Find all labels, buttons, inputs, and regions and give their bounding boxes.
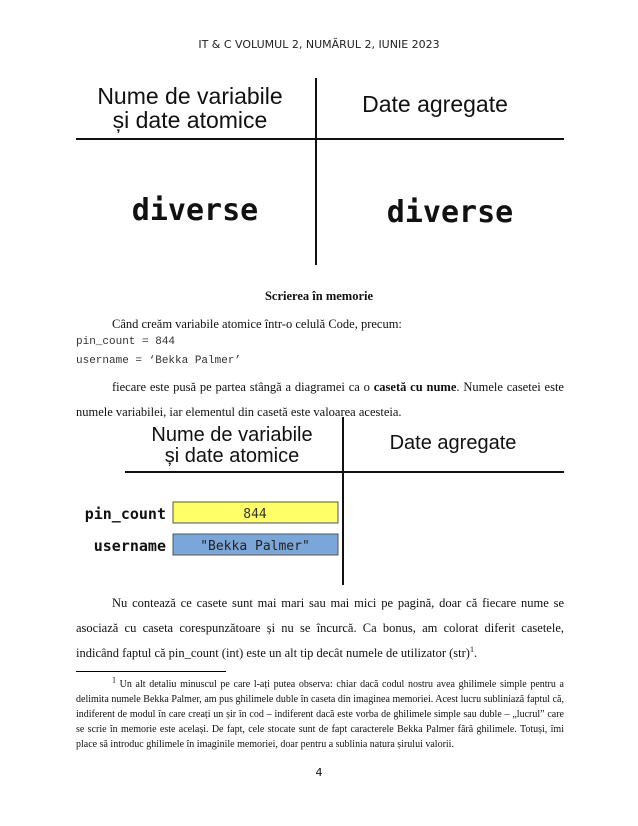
figure2-right-heading: Date agregate <box>389 432 517 454</box>
para2-before: fiecare este pusă pe partea stângă a diagramei ca o <box>112 380 374 394</box>
figure-memory-empty <box>70 70 570 270</box>
var1-value: 844 <box>243 507 267 522</box>
footnote-divider <box>76 671 226 672</box>
code-line-1: pin_count = 844 <box>76 336 176 348</box>
figure2-left-heading-line2: și date atomice <box>164 445 300 467</box>
figure1-left-heading-line1: Nume de variabile <box>97 83 283 109</box>
figure1-left-cell: diverse <box>131 193 259 228</box>
figure-caption: Scrierea în memorie <box>264 289 374 303</box>
figure2-left-heading-line1: Nume de variabile <box>151 424 313 446</box>
figure1-left-heading-line2: și date atomice <box>112 107 268 133</box>
paragraph-boxes <box>76 591 564 666</box>
var2-value: "Bekka Palmer" <box>200 539 310 554</box>
intro-text: Când creăm variabile atomice într-o celulă Code, precum: <box>112 317 402 331</box>
page-number: 4 <box>315 766 323 779</box>
code-line-2: username = ‘Bekka Palmer’ <box>76 355 242 367</box>
var2-name: username <box>93 537 166 555</box>
footnote-marker: 1 <box>112 675 116 685</box>
para3-text: Nu contează ce casete sunt mai mari sau mai mici pe pagină, doar că fiecare nume se asociază cu caseta corespunzătoare și nu se încurcă. Ca bonus, am colorat diferit casetele, indicând faptul că pin_count (int) este un alt tip decât numele de utilizator (str) <box>76 596 564 660</box>
footnote <box>76 677 564 752</box>
var1-name: pin_count <box>84 505 166 523</box>
intro-paragraph <box>76 312 564 337</box>
figure1-right-heading: Date agregate <box>362 91 508 117</box>
figure-memory-filled <box>70 415 570 590</box>
running-header: IT & C VOLUMUL 2, NUMĂRUL 2, IUNIE 2023 <box>198 38 440 51</box>
footnote-ref[interactable]: 1 <box>469 644 474 654</box>
figure1-right-cell: diverse <box>386 195 514 230</box>
footnote-text: Un alt detaliu minuscul pe care l-ați putea observa: chiar dacă codul nostru avea ghilimele simple pentru a delimita numele Bekka Palmer, am pus ghilimele duble în caseta din imaginea memoriei. Acest lucru subliniază faptul că, indiferent de modul în care creați un șir în cod – indiferent dacă este vorba de ghilimele simple sau duble – „lucrul” care se scrie în memorie este același. De fapt, cele stocate sunt de fapt caracterele Bekka Palmer fără ghilimele. Totuși, îmi place să introduc ghilimele în imaginile memoriei, doar pentru a sublinia natura șirului valorii. <box>76 679 564 750</box>
para2-bold-term: casetă cu nume <box>373 380 457 394</box>
para3-end: . <box>473 646 478 660</box>
para2-after: . Numele casetei este numele variabilei, iar elementul din casetă este valoarea acesteia. <box>76 380 564 419</box>
